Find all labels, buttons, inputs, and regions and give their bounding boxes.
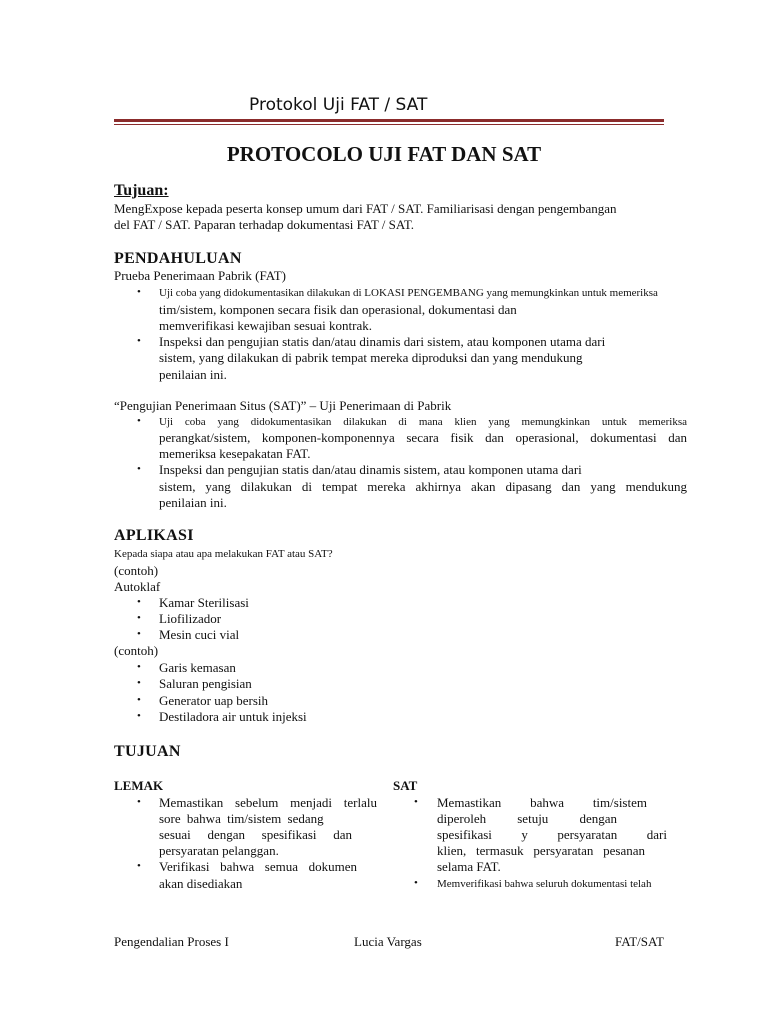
sat-bullet-2-line-3: penilaian ini.: [159, 495, 227, 510]
fat-bullet-2-line-2: sistem, yang dilakukan di pabrik tempat mereka diproduksi dan yang mendukung: [159, 350, 583, 365]
sat-bullet-1-line-2: diperoleh setuju dengan: [437, 811, 617, 826]
fat-bullet-2-line-3: penilaian ini.: [159, 367, 227, 382]
sat-bullet-1-line-3: memeriksa kesepakatan FAT.: [159, 446, 311, 461]
list-item: Saluran pengisian: [159, 676, 252, 691]
bullet-marker: •: [137, 677, 141, 689]
bullet-marker: •: [137, 628, 141, 640]
tujuan-line-2: del FAT / SAT. Paparan terhadap dokumentasi FAT / SAT.: [114, 217, 415, 232]
sat-heading: SAT: [393, 778, 418, 793]
bullet-marker: •: [137, 415, 141, 427]
list-item: Garis kemasan: [159, 660, 236, 675]
aplikasi-heading: APLIKASI: [114, 527, 194, 544]
lemak-bullet-1-line-3: sesuai dengan spesifikasi dan: [159, 827, 352, 842]
sat-bullet-1-line-3: spesifikasi y persyaratan dari: [437, 827, 667, 842]
lemak-bullet-1-line-4: persyaratan pelanggan.: [159, 843, 279, 858]
bullet-marker: •: [137, 860, 141, 872]
bullet-marker: •: [137, 661, 141, 673]
sat-bullet-1-line-4: klien, termasuk persyaratan pesanan: [437, 843, 645, 858]
bullet-marker: •: [414, 877, 418, 889]
page-header-title: Protokol Uji FAT / SAT: [249, 95, 428, 115]
footer-center: Lucia Vargas: [354, 934, 422, 949]
list-item: Generator uap bersih: [159, 693, 269, 708]
list-item: Destiladora air untuk injeksi: [159, 709, 307, 724]
lemak-bullet-1-line-2: sore bahwa tim/sistem sedang: [159, 811, 324, 826]
bullet-marker: •: [137, 612, 141, 624]
bullet-marker: •: [137, 335, 141, 347]
bullet-marker: •: [137, 694, 141, 706]
bullet-marker: •: [137, 596, 141, 608]
footer-right: FAT/SAT: [615, 934, 664, 949]
lemak-bullet-2-line-1: Verifikasi bahwa semua dokumen: [159, 859, 357, 874]
sat-bullet-1-line-5: selama FAT.: [437, 859, 501, 874]
fat-bullet-1-line-2: tim/sistem, komponen secara fisik dan operasional, dokumentasi dan: [159, 302, 517, 317]
tujuan-heading: Tujuan:: [114, 182, 169, 199]
fat-bullet-1-line-1: Uji coba yang didokumentasikan dilakukan di LOKASI PENGEMBANG yang memungkinkan untuk memeriksa: [159, 287, 658, 299]
bullet-marker: •: [137, 710, 141, 722]
sat-bullet-2-line-1: Memverifikasi bahwa seluruh dokumentasi telah: [437, 878, 652, 890]
example-label-1: (contoh): [114, 563, 159, 578]
bullet-marker: •: [137, 463, 141, 475]
bullet-marker: •: [414, 796, 418, 808]
footer-left: Pengendalian Proses I: [114, 934, 229, 949]
list-item: Kamar Sterilisasi: [159, 595, 249, 610]
sat-bullet-1-line-1: Memastikan bahwa tim/sistem: [437, 795, 647, 810]
sat-bullet-1-line-1: Uji coba yang didokumentasikan dilakukan di mana klien yang memungkinkan untuk memeriksa: [159, 416, 687, 428]
fat-bullet-1-line-3: memverifikasi kewajiban sesuai kontrak.: [159, 318, 372, 333]
list-item: Liofilizador: [159, 611, 222, 626]
lemak-bullet-2-line-2: akan disediakan: [159, 876, 243, 891]
tujuan-line-1: MengExpose kepada peserta konsep umum dari FAT / SAT. Familiarisasi dengan pengembangan: [114, 201, 617, 216]
sat-bullet-2-line-1: Inspeksi dan pengujian statis dan/atau dinamis sistem, atau komponen utama dari: [159, 462, 582, 477]
fat-bullet-2-line-1: Inspeksi dan pengujian statis dan/atau dinamis dari sistem, atau komponen utama dari: [159, 334, 606, 349]
header-rule-thick: [114, 119, 664, 122]
bullet-marker: •: [137, 286, 141, 298]
lemak-heading: LEMAK: [114, 778, 164, 793]
document-title: PROTOCOLO UJI FAT DAN SAT: [226, 142, 542, 166]
sat-bullet-1-line-2: perangkat/sistem, komponen-komponennya secara fisik dan operasional, dokumentasi dan: [159, 430, 687, 445]
aplikasi-question: Kepada siapa atau apa melakukan FAT atau SAT?: [114, 548, 333, 560]
sat-subheading: “Pengujian Penerimaan Situs (SAT)” – Uji Penerimaan di Pabrik: [114, 398, 452, 413]
pendahuluan-heading: PENDAHULUAN: [114, 250, 242, 267]
example-label-2: (contoh): [114, 643, 159, 658]
sat-bullet-2-line-2: sistem, yang dilakukan di tempat mereka akhirnya akan dipasang dan yang mendukung: [159, 479, 687, 494]
group-autoklaf: Autoklaf: [114, 579, 161, 594]
lemak-bullet-1-line-1: Memastikan sebelum menjadi terlalu: [159, 795, 377, 810]
bullet-marker: •: [137, 796, 141, 808]
tujuan-objectives-heading: TUJUAN: [114, 743, 181, 760]
header-rule-thin: [114, 124, 664, 125]
fat-subheading: Prueba Penerimaan Pabrik (FAT): [114, 268, 286, 283]
list-item: Mesin cuci vial: [159, 627, 240, 642]
